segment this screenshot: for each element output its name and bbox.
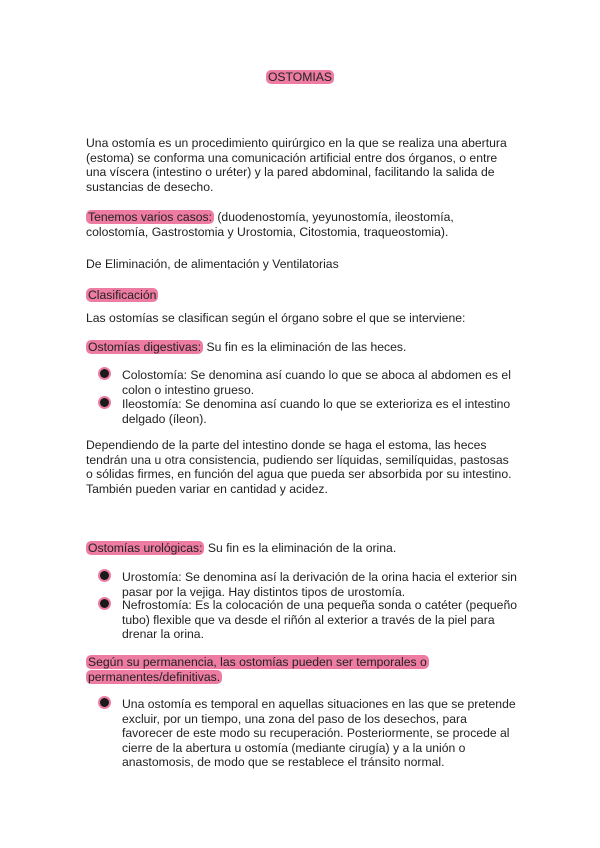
digestive-label: Ostomías digestivas: (88, 340, 202, 354)
title-highlight: OSTOMIAS (267, 70, 333, 84)
digestive-paragraph: Dependiendo de la parte del intestino donde se haga el estoma, las heces tendrán una u otra consistencia, pudiendo ser líquidas, semilíquidas, pastosas o sólidas firmes, en función del agua que pueda ser absorbida por su intestino. También pueden variar en cantidad y acidez. (86, 438, 512, 496)
cases-paragraph (86, 210, 516, 239)
cases-text: (duodenostomía, yeyunostomía, ileostomía, colostomía, Gastrostomia y Urostomia, Citostomia, traqueostomia). (86, 210, 454, 239)
list-item-text: Una ostomía es temporal en aquellas situaciones en las que se pretende excluir, por un tiempo, una zona del paso de los desechos, para favorecer de este modo su recuperación. Posteriormente, se procede al cierre de la abertura u ostomía (mediante cirugía) y a la unión o anastomosis, de modo que se restablece el tránsito normal. (122, 697, 516, 770)
types-line: De Eliminación, de alimentación y Ventilatorias (86, 257, 339, 271)
document-title (0, 70, 600, 85)
list-item-text: Colostomía: Se denomina así cuando lo que se aboca al abdomen es el colon o intestino grueso. (122, 368, 511, 397)
list-item-text: Urostomía: Se denomina así la derivación de la orina hacia el exterior sin pasar por la vejiga. Hay distintos tipos de urostomía. (122, 570, 517, 599)
digestive-text: Su fin es la eliminación de las heces. (203, 340, 407, 354)
bullet-dot-icon (100, 369, 109, 378)
permanence-heading-text: Según su permanencia, las ostomías pueden ser temporales o permanentes/definitivas. (88, 655, 427, 684)
bullet-dot-icon (100, 599, 109, 608)
bullet-dot-icon (100, 398, 109, 407)
cases-label: Tenemos varios casos: (88, 210, 212, 224)
intro-paragraph: Una ostomía es un procedimiento quirúrgico en la que se realiza una abertura (estoma) se conforma una comunicación artificial entre dos órganos, o entre una víscera (intestino o uréter) y la pared abdominal, facilitando la salida de sustancias de desecho. (86, 136, 507, 194)
classification-heading (86, 288, 516, 303)
list-item-text: Nefrostomía: Es la colocación de una pequeña sonda o catéter (pequeño tubo) flexible que va desde el riñón al exterior a través de la piel para drenar la orina. (122, 598, 518, 642)
classification-text: Las ostomías se clasifican según el órgano sobre el que se interviene: (86, 311, 466, 325)
bullet-dot-icon (100, 698, 109, 707)
list-item-text: Ileostomía: Se denomina así cuando lo que se exterioriza es el intestino delgado (íleon). (122, 397, 511, 426)
permanence-heading (86, 655, 516, 684)
urologic-text: Su fin es la eliminación de la orina. (204, 541, 397, 555)
urologic-heading (86, 541, 516, 556)
urologic-label: Ostomías urológicas: (88, 541, 203, 555)
digestive-heading (86, 340, 516, 355)
classification-heading-text: Clasificación (88, 288, 157, 302)
bullet-dot-icon (100, 571, 109, 580)
